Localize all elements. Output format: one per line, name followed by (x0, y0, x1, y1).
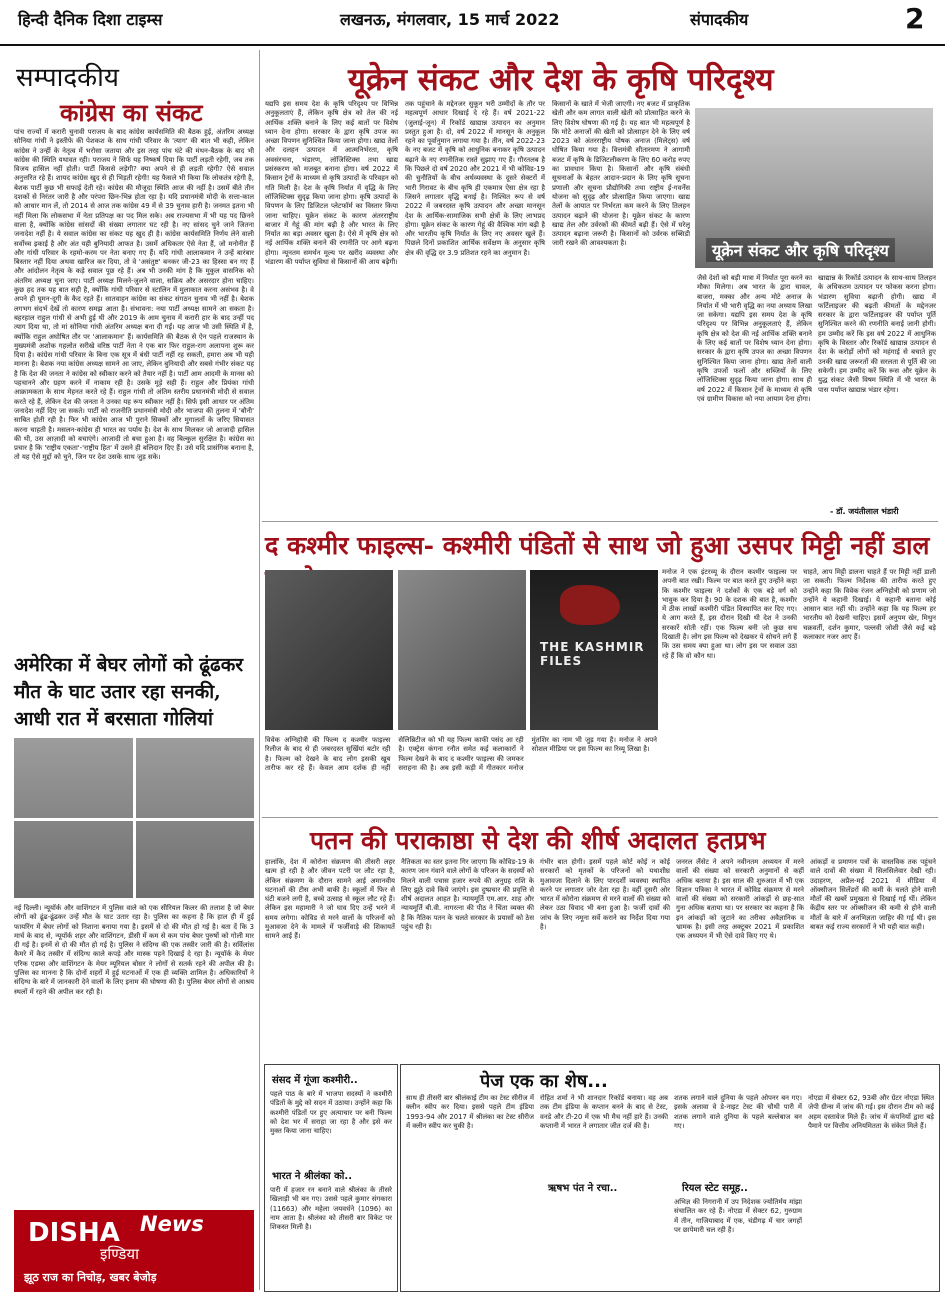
kashmir-body-3: चाहते, आप मिट्टी डालना चाहते हैं पर मिट्टी नहीं डाली जा सकती। फिल्म निर्देशक की तारीफ करते हुए उन्होंने कहा कि विवेक रंजन अग्निहोत्री को प्रणाम जो उन्होंने ये कहानी दिखाई। ये कहानी बताना कोई आसान बात नहीं थी। उन्होंने कहा कि यह फिल्म हर भारतीय को देखनी चाहिए। इसमें अनुपम खेर, मिथुन चक्रवर्ती, दर्शन कुमार, पल्लवी जोशी जैसे कई बड़े कलाकार नजर आए हैं। (803, 568, 936, 642)
remainder-col-1: साथ ही तीसरी बार श्रीलंकाई टीम का टेस्ट सीरीज में क्लीन स्वीप कर दिया। इससे पहले टीम इंडिया 1993-94 और 2017 में श्रीलंका का टेस्ट सीरीज में क्लीन स्वीप कर चुकी है। (406, 1094, 534, 1130)
logo-sub: इण्डिया (100, 1245, 139, 1263)
court-col-4: जनरल लैंसेट ने अपने नवीनतम अध्ययन में मरने वालों की संख्या को सरकारी अनुमानों से कहीं अधिक बताया है। इस साल की शुरुआत में भी एक विज्ञान पत्रिका ने भारत में कोविड संक्रमण से मरने वालों की संख्या को सरकारी आंकड़ों से छह-सात गुना अधिक बताया था। पर सरकार का कहना है कि इन आंकड़ों को जुटाने का तरीका अवैज्ञानिक व भ्रामक है। इसी तरह अक्टूबर 2021 में प्रकाशित एक अध्ययन में भी ऐसे दावे किए गए थे। (676, 858, 804, 941)
ukraine-title: यूक्रेन संकट और देश के कृषि परिदृश्य (348, 62, 774, 98)
remainder-col-3b: अभिज्ञ की निगरानी में उप निदेशक ज्योतिर्मय मांझा संचालित कर रहे हैं। नोएडा में सेक्टर 62, गुरुग्राम में तीन, गाजियाबाद में एक, चंडीगढ़ में चार जगहों पर छापेमारी चल रही है। (674, 1198, 802, 1234)
kashmir-map-graphic (560, 585, 620, 625)
section-name: संपादकीय (690, 10, 749, 29)
logo-brand: DISHA (28, 1218, 120, 1248)
poster-title: THE KASHMIR FILES (540, 640, 645, 668)
pant-title: ऋषभ पंत ने रचा.. (548, 1183, 618, 1194)
court-col-2: नैतिकता का स्तर इतना गिर जाएगा कि कोविड-19 के कारण जान गंवाने वाले लोगों के परिजन के सदस्यों को मिलने वाली पचास हजार रुपये की अनुग्रह राशि के लिए झूठे दावे किये जाएंगे। इस दुष्प्रचार की प्रवृत्ति से शीर्ष अदालत आहत है। न्यायमूर्ति एम.आर. शाह और न्यायमूर्ति बी.वी. नागरत्ना की पीठ ने चिंता व्यक्त की है कि नैतिक पतन के चलते सरकार के प्रयासों को ठेस पहुंच रही है। (401, 858, 534, 932)
usa-title: अमेरिका में बेघर लोगों को ढूंढकर मौत के घाट उतार रहा सनकी, आधी रात में बरसाता गोलियां (14, 654, 244, 730)
page-number: 2 (905, 2, 925, 35)
kashmir-body-1: विवेक अग्निहोत्री की फिल्म द कश्मीर फाइल्स रिलीज के बाद से ही जबरदस्त सुर्खियां बटोर रही है। फिल्म को देखने के बाद लोग इसकी खूब तारीफ कर रहे हैं। केवल आम दर्शक ही नहीं सेलिब्रिटीज को भी यह फिल्म काफी पसंद आ रही है। एक्ट्रेस कंगना रनौत समेत कई कलाकारों ने फिल्म देखने के बाद द कश्मीर फाइल्स की जमकर सराहना की है। अब इसी कड़ी में गीतकार मनोज मुंतशिर का नाम भी जुड़ गया है। मनोज ने अपने सोशल मीडिया पर इस फिल्म का रिव्यू लिखा है। (265, 736, 657, 772)
editorial-title: कांग्रेस का संकट (60, 98, 203, 127)
logo-tag: News (140, 1212, 204, 1236)
column-divider (259, 50, 260, 1290)
paper-name: हिन्दी दैनिक दिशा टाइम्स (18, 10, 163, 29)
logo-slogan: झूठ राज का निचोड़, खबर बेजोड़ (24, 1271, 157, 1284)
ukraine-col-1: यद्यपि इस समय देश के कृषि परिदृश्य पर विभिन्न अनुकूलताएं हैं, लेकिन कृषि क्षेत्र को तेल की नई आर्थिक शक्ति बनाने के लिए कई बातों पर विशेष ध्यान देना होगा। सरकार के द्वारा कृषि उपज का अच्छा विपणन सुनिश्चित किया जाना होगा। खाद्य तेलों और दलहन उत्पादन में आत्मनिर्भरता, कृषि अवसंरचना, भंडारण, लॉजिस्टिक्स तथा खाद्य प्रसंस्करण को मजबूत बनाना होगा। वर्ष 2022 में किसान ट्रेनों के माध्यम से कृषि उत्पादों के परिवहन को गति मिली है। देश के कृषि निर्यात में वृद्धि के लिए लॉजिस्टिक्स सुदृढ़ किया जाना होगा। कृषि उत्पादों के विपणन के लिए डिजिटल प्लेटफॉर्म का विस्तार किया जाना चाहिए। यूक्रेन संकट के कारण अंतरराष्ट्रीय बाजार में गेहूं की मांग बढ़ी है और भारत के लिए निर्यात का बड़ा अवसर खुला है। ऐसे में कृषि क्षेत्र को नई आर्थिक शक्ति बनाने की रणनीति पर आगे बढ़ना होगा। न्यूनतम समर्थन मूल्य पर खरीद व्यवस्था और भंडारण की पर्याप्त सुविधा से किसानों की आय बढ़ेगी। (265, 100, 398, 267)
remainder-col-2: रोहित शर्मा ने भी शानदार रिकॉर्ड बनाया। वह अब तक टीम इंडिया के कप्तान बनने के बाद से टेस्ट, वनडे और टी-20 में एक भी मैच नहीं हारे हैं। उनकी कप्तानी में भारत ने लगातार जीत दर्ज की है। (540, 1094, 668, 1130)
row-divider (262, 817, 938, 818)
remainder-col-3: शतक लगाने वाले दुनिया के पहले ओपनर बन गए। इसके अलावा वे डे-नाइट टेस्ट की चौथी पारी में शतक लगाने वाले दुनिया के पहले बल्लेबाज बन गए। (674, 1094, 802, 1130)
kashmir-title: द कश्मीर फाइल्स- कश्मीरी पंडितों से साथ जो हुआ उसपर मिट्टी नहीं डाल (265, 531, 930, 560)
ukraine-col-5: खाद्यान्न के रिकॉर्ड उत्पादन के साथ-साथ तिलहन के अधिकतम उत्पादन पर फोकस करना होगा। भंडारण सुविधा बढ़ानी होगी। खाद्य में फर्टिलाइजर की बढ़ती कीमतों के मद्देनजर सरकार के द्वारा फर्टिलाइजर की पर्याप्त पूर्ति सुनिश्चित करने की रणनीति बनाई जानी होगी। हम उम्मीद करें कि इस वर्ष 2022 में आधुनिक कृषि के विस्तार और रिकॉर्ड खाद्यान्न उत्पादन से देश के करोड़ों लोगों को महंगाई से बचाते हुए उनकी खाद्य जरूरतों की सरलता से पूर्ति की जा सकेगी। हम उम्मीद करें कि रूस और यूक्रेन के युद्ध संकट जैसी विषम स्थिति में भी भारत के पास पर्याप्त खाद्यान्न भंडार रहेगा। (818, 274, 936, 394)
editorial-body: पांच राज्यों में करारी चुनावी पराजय के बाद कांग्रेस कार्यसमिति की बैठक हुई, अंतरिम अध्यक्ष सोनिया गांधी ने इस्तीफे की पेशकश के साथ गांधी परिवार के 'त्याग' की बात भी कही, लेकिन कांग्रेस ने उन्हीं के नेतृत्व में भरोसा जताया और इस तरह पांच घंटे की मंथन-बैठक के बाद भी कांग्रेस की स्थिति यथावत रही। पराजय ने सिर्फ यह निष्कर्ष दिया कि पार्टी लड़ती रहेगी, जब तक विजय हासिल नहीं होती। पार्टी किससे लड़ेगी? क्या अपने से ही लड़ती रहेगी? ऐसे सवाल अनुत्तरित रहे हैं। शायद कांग्रेस खुद से ही भिड़ती रहेगी! यह फैसले भी किया कि लोकतंत्र रहेगी है, बेशक पार्टी कुछ भी सफाई देती रहे। कांग्रेस की मौजूदा स्थिति आज की नहीं है। उसमें बीते तीन दशकों से निरंतर जारी है और परंपरा छिन-भिन्न होता रहा है। यदि प्रधानमंत्री मोदी के सत्ता-काल को आधार मान लें, तो 2014 से आज तक कांग्रेस 49 में से 39 चुनाव हारी है। जनमत इतना भी नहीं मिला कि लोकसभा में नेता प्रतिपक्ष का पद मिल सके। अब राज्यसभा में भी यह पद छिनने वाला है, क्योंकि कांग्रेस सांसदों की संख्या लगातार घट रही है। नए सांसद चुने जाने जितना जनादेश नहीं है। ये सवाल कांग्रेस का संकट यह खुद ही है। कांग्रेस कार्यसमिति निर्णय लेने वाली सर्वोच्च इकाई है और अंत यही बुनियादी आफत है। उसमें अधिकतर ऐसे नेता हैं, जो मनोनीत हैं और गांधी परिवार के रहमो-करम पर नेता बनाए गए हैं। यदि गांधी आलाकमान ने उन्हें बारंबार बिस्तार नहीं दिया अथवा खारिज कर दिया, तो वे 'असंतुष्ट' बनकर जी-23 का हिस्सा बन गए हैं और आंदोलन नेतृत्व के कड़े सवाल पूछ रहे हैं। अब भी उनकी मांग है कि मुकुल वासनिक को अंतरिम अध्यक्ष चुना जाए। पार्टी अध्यक्ष मिलने-जुलने वाला, सक्रिय और असरदार होना चाहिए। कुछ हद तक यह बात सही है, क्योंकि गांधी परिवार से स्टालिन में मुलाकात करना असंभव है। वे अपने ही घूमन-दूगी के कैद रहते हैं। सातवाहन कांग्रेस का संकट संगठन चुनाव भी नहीं है। बेशक लगभग संदर्भ देखें तो कारण समझ आता है। संभावना: नया पार्टी अध्यक्ष सामने आ सकता है। बहरहाल राहुल गांधी से अभी हुई थी और 2019 के आम चुनाव में करारी हार के बाद उन्हीं पद त्याग दिया था, तो मां सोनिया गांधी अंतरिम अध्यक्ष बना दी गईं। यह आज भी उसी स्थिति में है, क्योंकि राहुल अघोषित तौर पर 'आलाकमान' हैं। कार्यसमिति की बैठक से ऐन पहले राजस्थान के मुख्यमंत्री अशोक गहलोत सरीखे वरिष्ठ पार्टी नेता ने एक बार फिर राहुल-राग अलापना शुरू कर दिया है। कांग्रेस गांधी परिवार के बिना एक सूत्र में बंधी पार्टी नहीं रह सकती, हमारा अब भी यही मानना है। बेशक नया कांग्रेस अध्यक्ष सामने आ जाए, लेकिन बुनियादी और सबसे गंभीर संकट यह है कि देश की जनता ने कांग्रेस को स्वीकार करने को तैयार नहीं है। पार्टी आम आदमी के मानस को पहचानने और ग्रहण करने में नाकाम रही है। उसके मूड़े सही हैं। राहुल और प्रियंका गांधी आक्रामकता के साथ मेहनत करते रहे हैं। राहुल गांधी तो अंतिम स्तरीय प्रधानमंत्री मोदी से सवाल करते रहे हैं, लेकिन देश की जनता ने उनका यह रूप स्वीकार नहीं है। सिर्फ इसी आधार पर अंतिम जनादेश नहीं दिए जा सकते। पार्टी को राजनीति प्रधानमंत्री मोदी और भाजपा की तुलना में 'बौनी' साबित होती रही है। फिर भी कांग्रेस आज भी पुराने सिक्कों और मुगालतों के जरिए सियासत करना चाहती है। मसलन-कांग्रेस ही भारत का पर्याय है। देश के साथ मिलकर जो आजादी हासिल की थी, उस आज़ादी को बचाएंगे। आजादी तो बचा हुआ है। वह बिल्कुल सुरक्षित है। कांग्रेस का प्रचार है कि 'राष्ट्रीय एकता'-'राष्ट्रीय हित' में उसने ही बलिदान दिए हैं। उसे यदि प्रासंगिक बनाना है, तो यह ऐसे मुद्दों को चुने, जिन पर देश उसके साथ जुड़ सके। (14, 128, 254, 462)
editorial-label: सम्पादकीय (16, 63, 119, 93)
remainder-col-4: नोएडा में सेक्टर 62, 93बी और ग्रेटर नोएडा स्थित जेपी ग्रीन्स में जांच की गई। इस दौरान टीम को कई अहम दस्तावेज मिले हैं। जांच में कंपनियों द्वारा बड़े पैमाने पर वित्तीय अनियमितता के संकेत मिले हैं। (808, 1094, 934, 1130)
parliament-body: पहले पाठ के बारे में भाजपा सदस्यों ने कश्मीरी पंडितों के मुद्दे को सदन में उठाया। उन्होंने कहा कि कश्मीरी पंडितों पर हुए अत्याचार पर बनी फिल्म को देश भर में सराहा जा रहा है और इसे कर मुक्त किया जाना चाहिए। (270, 1090, 392, 1136)
srilanka-title: भारत ने श्रीलंका को.. (272, 1171, 352, 1182)
ukraine-photo-caption: यूक्रेन संकट और कृषि परिदृश्य (706, 238, 895, 262)
manoj-muntashir-photo (265, 570, 393, 730)
vivek-agnihotri-photo (398, 570, 526, 730)
ukraine-author: - डॉ. जयंतीलाल भंडारी (830, 507, 899, 516)
parliament-title: संसद में गूंजा कश्मीरी.. (272, 1075, 358, 1086)
court-title: पतन की पराकाष्ठा से देश की शीर्ष अदालत हतप्रभ (310, 826, 766, 855)
kashmir-body-2: मनोज ने एक इंटरव्यू के दौरान कश्मीर फाइल्स पर अपनी बात रखी। फिल्म पर बात करते हुए उन्होंने कहा कि कश्मीर फाइल्स ने दर्शकों के एक बड़े वर्ग को भावुक कर दिया है। 90 के दशक की बात है, कश्मीर में ठीक लाखों कश्मीरी पंडित विस्थापित कर दिए गए। ये आग करते हैं, इस दौरान दिखी थी देश ने उनकी सरकारें सोती रहीं। एक फिल्म बनी जो कुछ सच दिखाती है। लोग इस फिल्म को देखकर ये सोचने लगे हैं कि उस समय क्या हुआ था। लोग इस पर सवाल उठा रहे हैं कि वो कौन था। (662, 568, 797, 660)
ukraine-col-2: तक पहुंचाने के मद्देनजर सुकून भरी उम्मीदों के तौर पर महत्वपूर्ण आधार दिखाई दे रहे हैं। वर्ष 2021-22 (जुलाई-जून) में रिकॉर्ड खाद्यान्न उत्पादन का अनुमान प्रस्तुत हुआ है। दो, वर्ष 2022 में मानसून के अनुकूल रहने का पूर्वानुमान लगाया गया है। तीन, वर्ष 2022-23 के नए बजट में कृषि को आधुनिक बनाकर कृषि उत्पादन बढ़ाने के नए रणनीतिक रास्ते सुझाए गए हैं। गौरतलब है कि पिछले दो वर्ष 2020 और 2021 में भी कोविड-19 की चुनौतियों के बीच अर्थव्यवस्था के दूसरे सेक्टरों में भारी गिरावट के बीच कृषि ही एकमात्र ऐसा क्षेत्र रहा है जिसने लगातार वृद्धि बनाई है। निश्चित रूप से वर्ष 2022 में जबरदस्त कृषि उत्पादन और अच्छा मानसून देश के आर्थिक-सामाजिक सभी क्षेत्रों के लिए लाभप्रद होगा। यूक्रेन संकट के कारण गेहूं की वैश्विक मांग बढ़ी है और भारतीय कृषि निर्यात के लिए नए अवसर खुले हैं। पिछले दिनों प्रकाशित आर्थिक सर्वेक्षण के अनुसार कृषि क्षेत्र की वृद्धि दर 3.9 प्रतिशत रहने का अनुमान है। (405, 100, 545, 257)
srilanka-body: पारी में हजार रन बनाने वाले श्रीलंका के तीसरे खिलाड़ी भी बन गए। उससे पहले कुमार संगकारा (11663) और महेला जयवर्धने (1096) का नाम आता है। श्रीलंका को तीसरी बार विकेट पर शिकस्त मिली है। (270, 1186, 392, 1232)
ukraine-col-4: जैसे देशों को बड़ी मात्रा में निर्यात पूरा करने का मौका मिलेगा। अब भारत के द्वारा चावल, बाजरा, मक्का और अन्य मोटे अनाज के निर्यात में भी भारी वृद्धि का नया अध्याय लिखा जा सकेगा। यद्यपि इस समय देश के कृषि परिदृश्य पर विभिन्न अनुकूलताएं हैं, लेकिन कृषि क्षेत्र को देश की नई आर्थिक शक्ति बनाने के लिए कई बातों पर विशेष ध्यान देना होगा। सरकार के द्वारा कृषि उपज का अच्छा विपणन सुनिश्चित किया जाना होगा। खाद्य तेलों वाली कृषि उपजों फलों और सब्जियों के लिए लॉजिस्टिक्स सुदृढ़ किया जाना होगा। साथ ही वर्ष 2022 में किसान ट्रेनों के माध्यम से कृषि एवं ग्रामीण विकास को नया आयाम देना होगा। (697, 274, 812, 403)
court-col-3: गंभीर बात होगी। इसमें पहले कोर्ट कोई न कोई सरकारों को मृतकों के परिजनों को यथाशीघ्र मुआवजा दिलाने के लिए पारदर्शी व्यवस्था स्थापित करने पर लगातार जोर देता रहा है। वहीं दूसरी ओर भारत में कोरोना संक्रमण से मरने वालों की संख्या को लेकर उठा विवाद भी बना हुआ है। फर्जी दावों की जांच के लिए नमूना सर्वे कराने का निर्देश दिया गया है। (540, 858, 670, 932)
court-col-5: आंकड़ों व प्रमाणन पत्रों के वास्तविक तक पहुंचने वाले दावों की संख्या में सिलसिलेवार देखी रही। उदाहरण, अप्रैल-मई 2021 में मीडिया में ऑक्सीजन सिलेंडरों की कमी के चलते होने वाली मौतों की खबरें प्रमुखता से दिखाई गई थीं। लेकिन केंद्रीय स्तर पर ऑक्सीजन की कमी से होने वाली मौतों के बारे में अनभिज्ञता जाहिर की गई थी। इस बाबत कई राज्य सरकारों ने भी यही बात कही। (810, 858, 936, 932)
court-col-1: हालांकि, देश में कोरोना संक्रमण की तीसरी लहर खत्म हो रही है और जीवन पटरी पर लौट रहा है, लेकिन संक्रमण के दौरान सामने आई अमानवीय घटनाओं की टीस अभी बाकी है। स्कूलों में फिर से घंटी बजने लगी है, बच्चे उत्साह से स्कूल लौट रहे हैं। लेकिन इस महामारी ने जो घाव दिए उन्हें भरने में समय लगेगा। कोविड से मरने वालों के परिजनों को मुआवजा देने के मामले में फर्जीवाड़े की शिकायतें सामने आई हैं। (265, 858, 395, 941)
row-divider (262, 521, 938, 522)
usa-body: नई दिल्ली। न्यूयॉर्क और वाशिंगटन में पुलिस वाले को एक सीरियल किलर की तलाश है जो बेघर लोगों को ढूंढ-ढूंढकर उन्हें मौत के घाट उतार रहा है। पुलिस का कहना है कि हाल ही में हुई फायरिंग में बेघर लोगों को निशाना बनाया गया है। इसमें से दो की मौत हो गई है। बता दें कि 3 मार्च के बाद से, न्यूयॉर्क शहर और वाशिंगटन, डीसी में कम से कम पांच बेघर पुरुषों को गोली मार दी गई है। इनमें से दो की मौत हो गई है। पुलिस ने संदिग्ध की एक तस्वीर जारी की है। सर्विलांस कैमरे में कैद तस्वीर में संदिग्ध काले कपड़े और मास्क पहने दिखाई दे रहा है। न्यूयॉर्क के मेयर एरिक एडम्स और वाशिंगटन के मेयर म्यूरियल बोसर ने लोगों से सतर्क रहने की अपील की है। पुलिस का मानना है कि दोनों शहरों में हुई घटनाओं में एक ही व्यक्ति शामिल है। अधिकारियों ने संदिग्ध के बारे में जानकारी देने वालों के लिए इनाम की घोषणा की है। पुलिस बेघर लोगों से आश्रय स्थलों में रहने की अपील कर रही है। (14, 904, 254, 996)
dateline: लखनऊ, मंगलवार, 15 मार्च 2022 (340, 10, 560, 29)
photo-grid-line (14, 818, 254, 821)
page-one-remainder-title: पेज एक का शेष... (480, 1071, 608, 1092)
realestate-title: रियल स्टेट समूह.. (682, 1183, 748, 1194)
ukraine-col-3: किसानों के खाते में भेजी जाएगी। नए बजट में प्राकृतिक खेती और कम लागत वाली खेती को प्रोत्साहित करने के लिए विशेष घोषणा की गई है। यह बात भी महत्वपूर्ण है कि मोटे अनाजों की खेती को प्रोत्साहन देने के लिए वर्ष 2023 को अंतरराष्ट्रीय पोषक अनाज (मिलेट्स) वर्ष घोषित किया गया है। वित्तमंत्री सीतारमण ने आगामी बजट में कृषि के डिजिटलीकरण के लिए 60 करोड़ रुपए का प्रावधान किया है। किसानों और कृषि संबंधी सूचनाओं के बेहतर आदान-प्रदान के लिए कृषि सूचना प्रणाली और सूचना प्रौद्योगिकी तथा राष्ट्रीय ई-गवर्नेंस योजना को सुदृढ़ और प्रोत्साहित किया जाएगा। खाद्य तेलों के आयात पर निर्भरता कम करने के लिए तिलहन उत्पादन बढ़ाने की योजना है। यूक्रेन संकट के कारण खाद्य तेल और उर्वरकों की कीमतें बढ़ी हैं। ऐसे में घरेलू उत्पादन बढ़ाना जरूरी है। किसानों को उर्वरक सब्सिडी जारी रखने की आवश्यकता है। (552, 100, 690, 248)
